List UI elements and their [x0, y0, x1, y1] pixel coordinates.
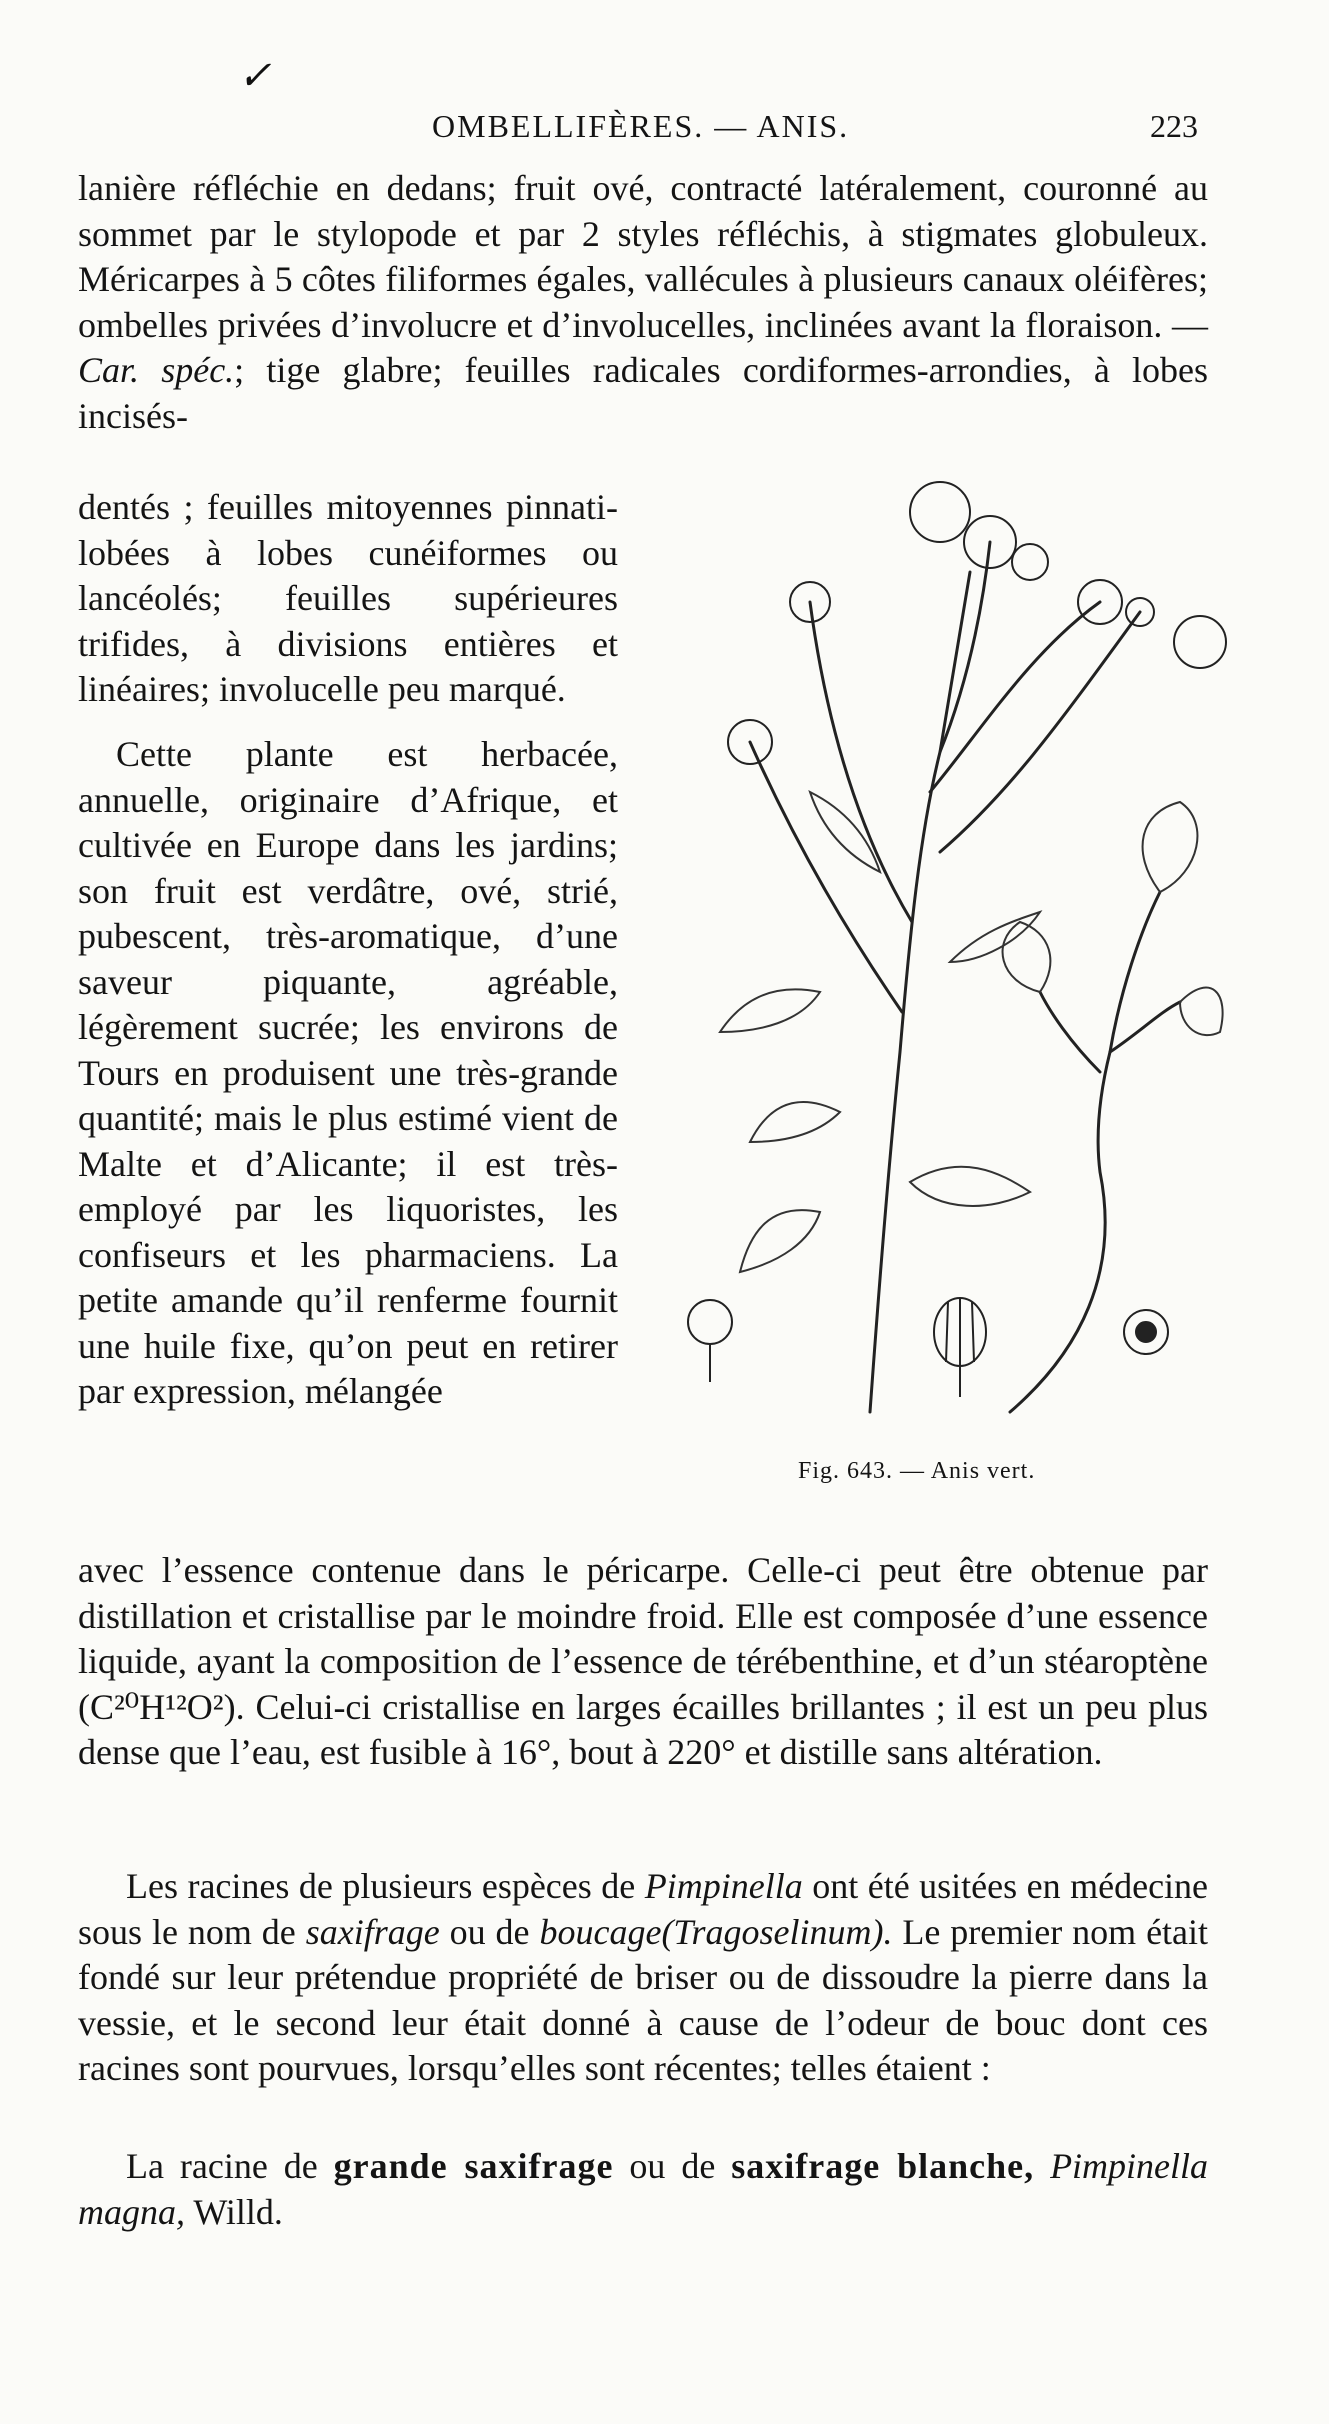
page-number: 223	[1150, 108, 1198, 144]
paragraph-plant-description: Cette plante est herbacée, annuelle, originaire d’Afrique, et cultivée en Europe dans les jardins; son fruit est verdâtre, ové, strié, pubescent, très-aromatique, d’une saveur piquante, agréable, légèrement sucrée; les environs de Tours en produisent une très-grande quantité; mais le plus estimé vient de Malte et d’Alicante; il est très-employé par les liquoristes, les confiseurs et les pharmaciens. La petite amande qu’il renferme fournit une huile fixe, qu’on peut en retirer par expression, mélangée	[78, 734, 618, 1411]
paragraph-text: La racine de	[126, 2146, 318, 2186]
flower-detail	[688, 1300, 732, 1344]
leaf	[810, 792, 880, 872]
umbel	[1174, 616, 1226, 668]
paragraph-text: ont été usitées en médecine sous le nom de	[78, 1866, 1209, 1952]
branch	[810, 602, 912, 922]
author-abbreviation: Willd.	[193, 2191, 283, 2232]
leaf	[720, 989, 820, 1032]
leaf	[740, 1210, 820, 1272]
leaf	[1143, 802, 1198, 892]
root-stem	[1040, 992, 1100, 1072]
paragraph-grande-saxifrage	[78, 2144, 1208, 2235]
leaf	[1003, 922, 1051, 992]
paragraph-text: ; tige glabre; feuilles radicales cordiformes-arrondies, à lobes incisés-	[78, 350, 1208, 436]
term-saxifrage-blanche: saxifrage blanche,	[731, 2146, 1035, 2186]
branch	[930, 602, 1100, 792]
root	[1010, 1052, 1110, 1412]
paragraph-pimpinella-roots	[78, 1864, 1208, 2092]
root-stem	[1110, 1002, 1180, 1052]
paragraph-essence: avec l’essence contenue dans le péricarpe. Celle-ci peut être obtenue par distillation et cristallise par le moindre froid. Elle est composée d’une essence liquide, ayant la composition de l’essence de térébenthine, et d’un stéaroptène (C²⁰H¹²O²). Celui-ci cristallise en larges écailles brillantes ; il est un peu plus dense que l’eau, est fusible à 16°, bout à 220° et distille sans altération.	[78, 1550, 1208, 1772]
handwritten-marginalia: ✓	[238, 53, 272, 98]
term-tragoselinum: (Tragoselinum).	[661, 1911, 893, 1952]
term-grande-saxifrage: grande saxifrage	[333, 2146, 614, 2186]
fruit-detail-ridge	[946, 1298, 974, 1366]
anise-illustration	[640, 452, 1240, 1452]
paragraph-text: ou de	[449, 1911, 530, 1952]
leaf	[1180, 988, 1223, 1036]
main-stem	[870, 572, 970, 1412]
leaf	[910, 1167, 1030, 1206]
page-header	[0, 108, 1329, 152]
paragraph-text: ou de	[629, 2146, 716, 2186]
genus-name: Pimpinella	[644, 1866, 803, 1906]
paragraph-botany-wide	[78, 166, 1208, 439]
species-name: Pimpinella magna,	[78, 2146, 1209, 2232]
car-spec-label: Car. spéc.	[78, 350, 235, 390]
paragraph-text: lanière réfléchie en dedans; fruit ové, contracté latéralement, couronné au sommet par le stylopode et par 2 styles réfléchis, à stigmates globuleux. Méricarpes à 5 côtes filiformes égales, vallécules à plusieurs canaux oléifères; ombelles privées d’involucre et d’involucelles, inclinées avant la floraison. —	[78, 168, 1208, 345]
running-title: OMBELLIFÈRES. — ANIS.	[432, 108, 850, 144]
branch	[750, 742, 902, 1012]
paragraph-text: Les racines de plusieurs espèces de	[126, 1866, 636, 1906]
term-saxifrage: saxifrage	[305, 1911, 440, 1952]
paragraph-botany-narrow: dentés ; feuilles mitoyennes pinnati-lobées à lobes cunéiformes ou lancéolés; feuilles supérieures trifides, à divisions entières et linéaires; involucelle peu marqué.	[78, 487, 618, 709]
fruit-section-inner	[1136, 1322, 1156, 1342]
paragraph-text: Le premier nom était fondé sur leur prétendue propriété de briser ou de dissoudre la pierre dans la vessie, et le second leur était donné à cause de l’odeur de bouc dont ces racines sont pourvues, lorsqu’elles sont récentes; telles étaient :	[78, 1911, 1209, 2088]
umbel	[910, 482, 970, 542]
branch	[940, 612, 1140, 852]
umbel	[1012, 544, 1048, 580]
leaf	[950, 912, 1040, 962]
leaf	[750, 1102, 840, 1142]
anise-plant-drawing	[640, 452, 1240, 1452]
branch	[940, 542, 990, 752]
term-boucage: boucage	[539, 1911, 662, 1952]
figure-caption: Fig. 643. — Anis vert.	[798, 1458, 1036, 1484]
root-stem	[1110, 892, 1160, 1052]
